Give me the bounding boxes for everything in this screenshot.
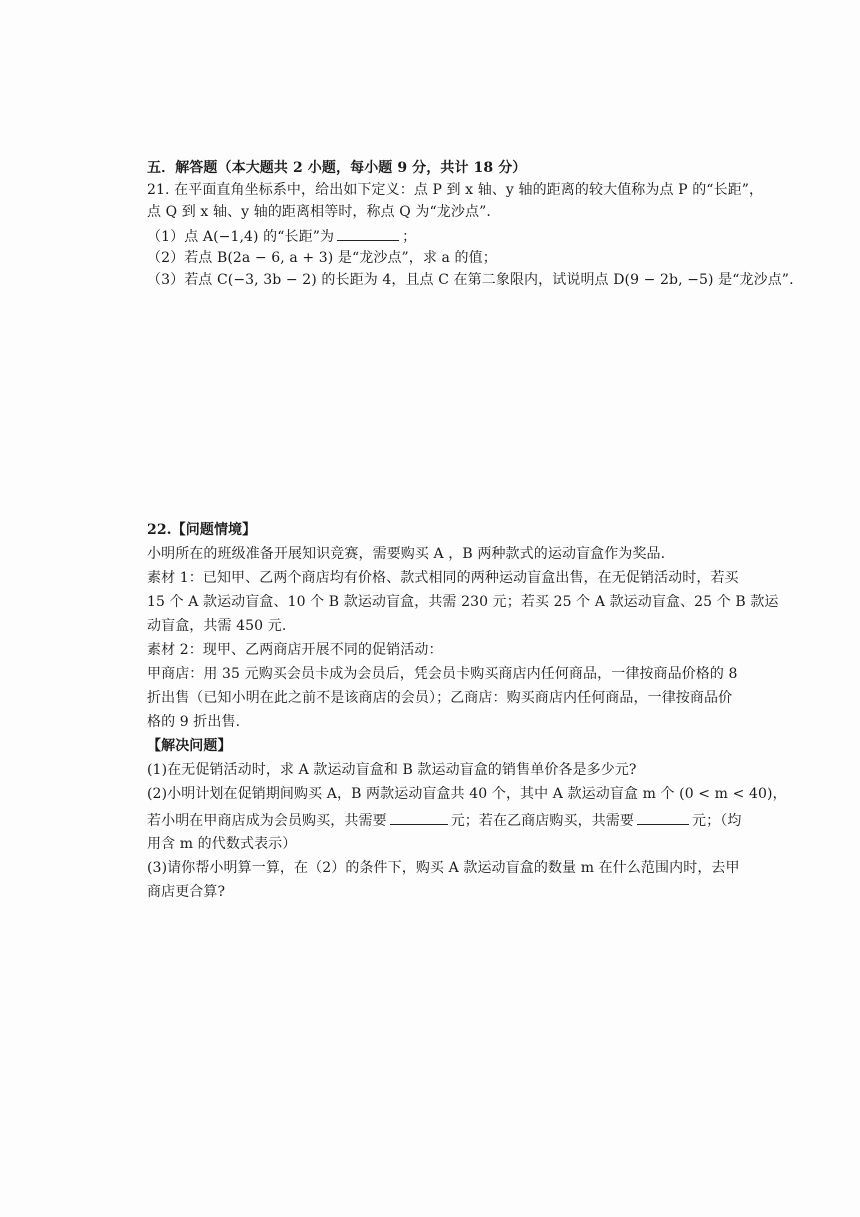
q22-material-1-line-3: 动盲盒，共需 450 元. — [147, 618, 287, 634]
q22-material-2-line-2: 甲商店：用 35 元购买会员卡成为会员后，凭会员卡购买商店内任何商品，一律按商品价格的 8 — [147, 666, 738, 682]
q22-part-3-line-1: (3)请你帮小明算一算，在（2）的条件下，购买 A 款运动盲盒的数量 m 在什么范围内时，去甲 — [147, 860, 740, 876]
q22-material-2-line-4: 格的 9 折出售. — [147, 714, 241, 730]
answer-blank — [337, 226, 399, 241]
q22-title: 22.【问题情境】 — [147, 522, 257, 538]
q22-material-1-line-1: 素材 1：已知甲、乙两个商店均有价格、款式相同的两种运动盲盒出售，在无促销活动时，若买 — [147, 570, 739, 586]
q21-part-1-end: ； — [402, 229, 417, 245]
q22-part-2-line-3: 用含 m 的代数式表示） — [147, 836, 297, 852]
q21-line-1: 21. 在平面直角坐标系中，给出如下定义：点 P 到 x 轴、y 轴的距离的较大值称为点 P 的“长距”， — [147, 182, 764, 198]
q21-part-2: （2）若点 B(2a − 6, a + 3) 是“龙沙点”，求 a 的值； — [147, 250, 497, 266]
section-heading: 五．解答题（本大题共 2 小题，每小题 9 分，共计 18 分） — [147, 160, 527, 176]
answer-blank — [637, 810, 689, 825]
q22-part-2-line-2 — [147, 810, 741, 831]
q22-material-1-line-2: 15 个 A 款运动盲盒、10 个 B 款运动盲盒，共需 230 元；若买 25 个 A 款运动盲盒、25 个 B 款运 — [147, 594, 779, 610]
q22-part-1: (1)在无促销活动时，求 A 款运动盲盒和 B 款运动盲盒的销售单价各是多少元? — [147, 762, 637, 778]
q22-solve-title: 【解决问题】 — [147, 738, 232, 754]
q22-material-2-line-1: 素材 2：现甲、乙两商店开展不同的促销活动： — [147, 642, 443, 658]
q21-part-1 — [147, 226, 416, 247]
q21-part-3: （3）若点 C(−3, 3b − 2) 的长距为 4，且点 C 在第二象限内，试说明点 D(9 − 2b, −5) 是“龙沙点”. — [147, 272, 794, 288]
answer-blank — [390, 810, 448, 825]
q21-line-2: 点 Q 到 x 轴、y 轴的距离相等时，称点 Q 为“龙沙点”. — [147, 204, 491, 220]
q21-part-1-text: （1）点 A(−1,4) 的“长距”为 — [147, 229, 335, 245]
q22-part-2-text-b: 元；若在乙商店购买，共需要 — [450, 813, 635, 829]
q22-part-2-line-1: (2)小明计划在促销期间购买 A，B 两款运动盲盒共 40 个，其中 A 款运动盲盒 m 个 (0 < m < 40)， — [147, 786, 787, 802]
q22-intro: 小明所在的班级准备开展知识竞赛，需要购买 A ，B 两种款式的运动盲盒作为奖品. — [147, 546, 666, 562]
q22-part-3-line-2: 商店更合算? — [147, 884, 226, 900]
q22-part-2-text-a: 若小明在甲商店成为会员购买，共需要 — [147, 813, 387, 829]
q22-material-2-line-3: 折出售（已知小明在此之前不是该商店的会员）；乙商店：购买商店内任何商品，一律按商品价 — [147, 690, 733, 706]
q22-part-2-text-c: 元；（均 — [692, 813, 742, 829]
